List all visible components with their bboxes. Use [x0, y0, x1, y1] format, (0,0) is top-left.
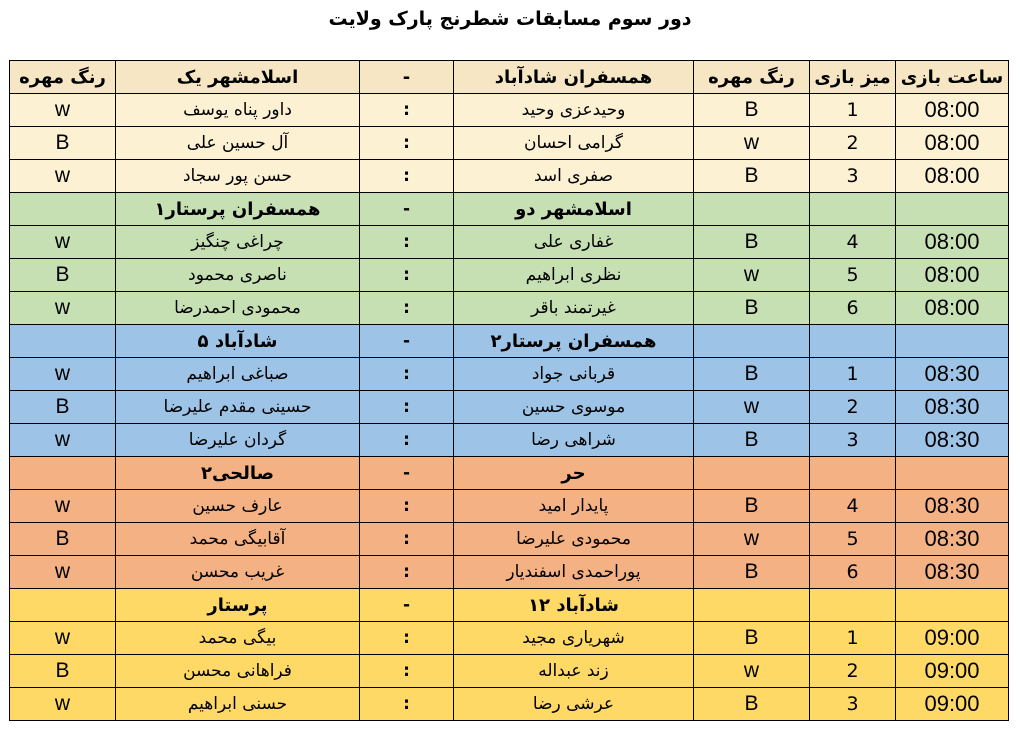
team-b-name: صالحی۲: [116, 457, 360, 490]
table-number: 1: [810, 94, 896, 127]
team-a-name: همسفران پرستار۲: [454, 325, 694, 358]
game-time: 08:30: [896, 391, 1009, 424]
team-time-cell: [896, 325, 1009, 358]
schedule-table: [9, 60, 1009, 721]
player-b-name: محمودی احمدرضا: [116, 292, 360, 325]
table-row: [10, 622, 1009, 655]
player-a-name: پایدار امید: [454, 490, 694, 523]
table-row: [10, 94, 1009, 127]
team-color-b-cell: [10, 325, 116, 358]
table-number: 4: [810, 490, 896, 523]
piece-color-a: B: [694, 688, 810, 721]
player-a-name: موسوی حسین: [454, 391, 694, 424]
table-row: [10, 292, 1009, 325]
team-color-b-cell: [10, 457, 116, 490]
piece-color-b: w: [10, 94, 116, 127]
piece-color-a: B: [694, 424, 810, 457]
table-row: [10, 127, 1009, 160]
match-separator: :: [360, 688, 454, 721]
match-separator: :: [360, 622, 454, 655]
team-table-cell: [810, 589, 896, 622]
team-separator: -: [360, 193, 454, 226]
match-separator: :: [360, 655, 454, 688]
header-team-a: همسفران شادآباد: [454, 61, 694, 94]
piece-color-b: w: [10, 292, 116, 325]
table-number: 3: [810, 424, 896, 457]
team-a-name: شادآباد ۱۲: [454, 589, 694, 622]
team-color-a-cell: [694, 193, 810, 226]
player-b-name: فراهانی محسن: [116, 655, 360, 688]
player-b-name: ناصری محمود: [116, 259, 360, 292]
game-time: 08:00: [896, 292, 1009, 325]
table-number: 1: [810, 622, 896, 655]
player-a-name: پوراحمدی اسفندیار: [454, 556, 694, 589]
page-title: دور سوم مسابقات شطرنج پارک ولایت: [328, 8, 692, 30]
team-row: [10, 193, 1009, 226]
player-b-name: گردان علیرضا: [116, 424, 360, 457]
team-row: [10, 457, 1009, 490]
table-row: [10, 391, 1009, 424]
game-time: 08:30: [896, 358, 1009, 391]
team-separator: -: [360, 457, 454, 490]
team-row: [10, 589, 1009, 622]
team-color-b-cell: [10, 589, 116, 622]
game-time: 08:30: [896, 424, 1009, 457]
game-time: 08:00: [896, 259, 1009, 292]
player-b-name: حسن پور سجاد: [116, 160, 360, 193]
match-separator: :: [360, 490, 454, 523]
piece-color-a: w: [694, 523, 810, 556]
piece-color-b: w: [10, 490, 116, 523]
team-b-name: همسفران پرستار۱: [116, 193, 360, 226]
player-b-name: غریب محسن: [116, 556, 360, 589]
match-separator: :: [360, 292, 454, 325]
player-a-name: عرشی رضا: [454, 688, 694, 721]
table-number: 3: [810, 688, 896, 721]
team-table-cell: [810, 325, 896, 358]
player-b-name: چراغی چنگیز: [116, 226, 360, 259]
game-time: 09:00: [896, 622, 1009, 655]
table-row: [10, 490, 1009, 523]
header-row: [10, 61, 1009, 94]
team-a-name: اسلامشهر دو: [454, 193, 694, 226]
game-time: 08:00: [896, 160, 1009, 193]
table-row: [10, 688, 1009, 721]
match-separator: :: [360, 391, 454, 424]
table-row: [10, 358, 1009, 391]
piece-color-a: B: [694, 556, 810, 589]
piece-color-a: B: [694, 160, 810, 193]
table-number: 2: [810, 655, 896, 688]
piece-color-b: w: [10, 424, 116, 457]
game-time: 08:00: [896, 94, 1009, 127]
table-row: [10, 556, 1009, 589]
team-separator: -: [360, 589, 454, 622]
header-table: میز بازی: [810, 61, 896, 94]
team-time-cell: [896, 457, 1009, 490]
team-table-cell: [810, 457, 896, 490]
piece-color-a: w: [694, 127, 810, 160]
header-color-b: رنگ مهره: [10, 61, 116, 94]
match-separator: :: [360, 226, 454, 259]
player-a-name: گرامی احسان: [454, 127, 694, 160]
table-number: 6: [810, 556, 896, 589]
piece-color-a: w: [694, 259, 810, 292]
header-color-a: رنگ مهره: [694, 61, 810, 94]
match-separator: :: [360, 424, 454, 457]
piece-color-b: w: [10, 622, 116, 655]
player-a-name: غفاری علی: [454, 226, 694, 259]
piece-color-b: w: [10, 160, 116, 193]
player-a-name: قربانی جواد: [454, 358, 694, 391]
team-color-a-cell: [694, 589, 810, 622]
piece-color-a: B: [694, 226, 810, 259]
piece-color-b: B: [10, 655, 116, 688]
piece-color-b: B: [10, 127, 116, 160]
piece-color-b: w: [10, 226, 116, 259]
piece-color-b: w: [10, 688, 116, 721]
piece-color-a: B: [694, 292, 810, 325]
player-a-name: وحیدعزی وحید: [454, 94, 694, 127]
game-time: 09:00: [896, 655, 1009, 688]
piece-color-b: B: [10, 391, 116, 424]
player-b-name: صباغی ابراهیم: [116, 358, 360, 391]
player-b-name: داور پناه یوسف: [116, 94, 360, 127]
table-row: [10, 226, 1009, 259]
piece-color-a: w: [694, 655, 810, 688]
team-a-name: حر: [454, 457, 694, 490]
match-separator: :: [360, 127, 454, 160]
piece-color-b: w: [10, 358, 116, 391]
header-separator: -: [360, 61, 454, 94]
game-time: 08:30: [896, 490, 1009, 523]
table-number: 4: [810, 226, 896, 259]
team-row: [10, 325, 1009, 358]
player-a-name: شهریاری مجید: [454, 622, 694, 655]
player-a-name: زند عبداله: [454, 655, 694, 688]
player-a-name: صفری اسد: [454, 160, 694, 193]
player-a-name: شراهی رضا: [454, 424, 694, 457]
player-b-name: آقابیگی محمد: [116, 523, 360, 556]
table-number: 3: [810, 160, 896, 193]
team-color-b-cell: [10, 193, 116, 226]
header-team-b: اسلامشهر یک: [116, 61, 360, 94]
table-number: 2: [810, 127, 896, 160]
team-time-cell: [896, 193, 1009, 226]
team-table-cell: [810, 193, 896, 226]
piece-color-a: B: [694, 94, 810, 127]
table-number: 5: [810, 523, 896, 556]
player-a-name: غیرتمند باقر: [454, 292, 694, 325]
piece-color-b: B: [10, 259, 116, 292]
table-row: [10, 523, 1009, 556]
piece-color-a: B: [694, 622, 810, 655]
match-separator: :: [360, 358, 454, 391]
game-time: 08:30: [896, 523, 1009, 556]
table-number: 5: [810, 259, 896, 292]
match-separator: :: [360, 259, 454, 292]
team-b-name: شادآباد ۵: [116, 325, 360, 358]
player-b-name: حسینی مقدم علیرضا: [116, 391, 360, 424]
table-row: [10, 259, 1009, 292]
player-b-name: آل حسین علی: [116, 127, 360, 160]
player-a-name: محمودی علیرضا: [454, 523, 694, 556]
game-time: 08:30: [896, 556, 1009, 589]
table-number: 6: [810, 292, 896, 325]
player-b-name: عارف حسین: [116, 490, 360, 523]
schedule-body: [10, 94, 1009, 721]
match-separator: :: [360, 94, 454, 127]
table-number: 2: [810, 391, 896, 424]
piece-color-a: B: [694, 358, 810, 391]
game-time: 08:00: [896, 226, 1009, 259]
piece-color-a: w: [694, 391, 810, 424]
piece-color-b: w: [10, 556, 116, 589]
table-number: 1: [810, 358, 896, 391]
piece-color-a: B: [694, 490, 810, 523]
piece-color-b: B: [10, 523, 116, 556]
table-row: [10, 655, 1009, 688]
team-b-name: پرستار: [116, 589, 360, 622]
header-time: ساعت بازی: [896, 61, 1009, 94]
match-separator: :: [360, 556, 454, 589]
team-time-cell: [896, 589, 1009, 622]
game-time: 08:00: [896, 127, 1009, 160]
team-separator: -: [360, 325, 454, 358]
table-row: [10, 424, 1009, 457]
match-separator: :: [360, 160, 454, 193]
team-color-a-cell: [694, 457, 810, 490]
match-separator: :: [360, 523, 454, 556]
game-time: 09:00: [896, 688, 1009, 721]
table-row: [10, 160, 1009, 193]
player-b-name: حسنی ابراهیم: [116, 688, 360, 721]
team-color-a-cell: [694, 325, 810, 358]
player-b-name: بیگی محمد: [116, 622, 360, 655]
player-a-name: نظری ابراهیم: [454, 259, 694, 292]
